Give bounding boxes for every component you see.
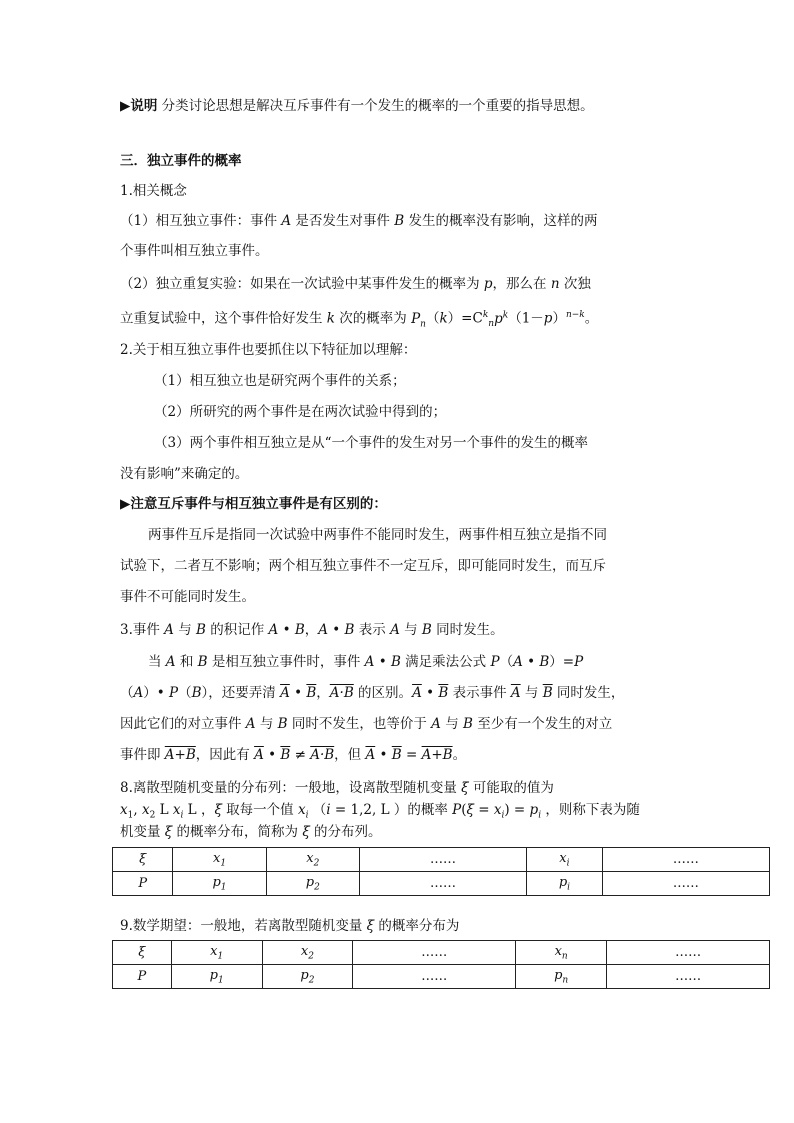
table-cell: $p_2$ xyxy=(266,872,359,896)
table-cell: $x_2$ xyxy=(262,941,353,965)
text-line: 试验下，二者互不影响；两个相互独立事件不一定互斥，即可能同时发生，而互斥 xyxy=(120,558,606,574)
list-item: （3）两个事件相互独立是从“一个事件的发生对另一个事件的发生的概率 xyxy=(154,435,588,451)
text-line: 两事件互斥是指同一次试验中两事件不能同时发生，两事件相互独立是指不同 xyxy=(148,527,607,543)
table-cell: ξ xyxy=(113,941,172,965)
table-cell: $p_1$ xyxy=(171,965,262,989)
list-item: （2）所研究的两个事件是在两次试验中得到的； xyxy=(154,404,447,420)
subheading-features: 2.关于相互独立事件也要抓住以下特征加以理解： xyxy=(120,342,417,358)
text-line: （2）独立重复实验：如果在一次试验中某事件发生的概率为 p，那么在 n 次独 xyxy=(120,276,591,292)
table-cell: …… xyxy=(359,872,526,896)
distribution-table xyxy=(112,847,770,896)
formula-line: 立重复试验中，这个事件恰好发生 k 次的概率为 $P_n(k)=C^k_np^k(1-p)^{n-k}$。 xyxy=(120,310,599,330)
table-cell: $p_i$ xyxy=(527,872,603,896)
text-line: 事件即 A+B，因此有 $\overline{A}$ • $\overline{B} \ne A\cdot B$，但 $\overline{A}$ • $\overline{B} = A+B$。 xyxy=(120,747,467,763)
table-cell: $x_n$ xyxy=(516,941,607,965)
text-line: 8.离散型随机变量的分布列：一般地，设离散型随机变量 ξ 可能取的值为 xyxy=(120,780,554,796)
table-cell: …… xyxy=(607,941,770,965)
text-line: 因此它们的对立事件 A 与 B 同时不发生，也等价于 A 与 B 至少有一个发生的对立 xyxy=(120,716,613,732)
expectation-table xyxy=(112,940,770,989)
section-heading: 三．独立事件的概率 xyxy=(120,153,242,169)
table-cell: …… xyxy=(359,848,526,872)
text-line: 机变量 ξ 的概率分布，简称为 ξ 的分布列。 xyxy=(120,824,382,840)
subheading-concepts: 1.相关概念 xyxy=(120,183,187,199)
text-line: 没有影响”来确定的。 xyxy=(120,466,249,482)
text-line: （A）• P（B），还要弄清 $\overline{A}$ • $\overline{B}$，A·B 的区别。$\overline{A}$ • $\overline{B}$ 表示事件 $\overline{A}$ 与 $\overline{B}$ 同时发生， xyxy=(120,685,625,701)
table-cell: $x_2$ xyxy=(266,848,359,872)
table-cell: …… xyxy=(607,965,770,989)
text-line: 事件不可能同时发生。 xyxy=(120,589,255,605)
table-cell: …… xyxy=(602,872,769,896)
table-row xyxy=(113,965,770,989)
table-row xyxy=(113,848,770,872)
text-line: 3.事件 A 与 B 的积记作 A • B，A • B 表示 A 与 B 同时发生。 xyxy=(120,622,504,638)
table-cell: $x_i$ xyxy=(527,848,603,872)
text-line: 个事件叫相互独立事件。 xyxy=(120,243,269,259)
table-row xyxy=(113,941,770,965)
text-line: $x_1$, $x_2$ L $x_i$ L ，ξ 取每一个值 $x_i$ （i = 1,2, L ）的概率 $P(\xi = x_i) = p_i$ ，则称下表为随 xyxy=(120,802,640,821)
table-cell: P xyxy=(113,965,172,989)
text-line: 9.数学期望：一般地，若离散型随机变量 ξ 的概率分布为 xyxy=(120,918,460,934)
table-cell: $x_1$ xyxy=(171,941,262,965)
note-paragraph: ▶说明 分类讨论思想是解决互斥事件有一个发生的概率的一个重要的指导思想。 xyxy=(120,98,594,114)
table-cell: …… xyxy=(353,941,516,965)
list-item: （1）相互独立也是研究两个事件的关系； xyxy=(154,373,406,389)
table-cell: P xyxy=(113,872,173,896)
text-line: 当 A 和 B 是相互独立事件时，事件 A • B 满足乘法公式 P（A • B）=P xyxy=(148,654,584,670)
table-cell: $p_2$ xyxy=(262,965,353,989)
attention-heading: ▶注意互斥事件与相互独立事件是有区别的： xyxy=(120,496,387,512)
table-row xyxy=(113,872,770,896)
table-cell: $p_n$ xyxy=(516,965,607,989)
table-cell: …… xyxy=(602,848,769,872)
table-cell: …… xyxy=(353,965,516,989)
text-line: （1）相互独立事件：事件 A 是否发生对事件 B 发生的概率没有影响，这样的两 xyxy=(120,213,598,229)
table-cell: $x_1$ xyxy=(173,848,266,872)
table-cell: $p_1$ xyxy=(173,872,266,896)
note-label: ▶说明 xyxy=(120,98,158,114)
table-cell: ξ xyxy=(113,848,173,872)
